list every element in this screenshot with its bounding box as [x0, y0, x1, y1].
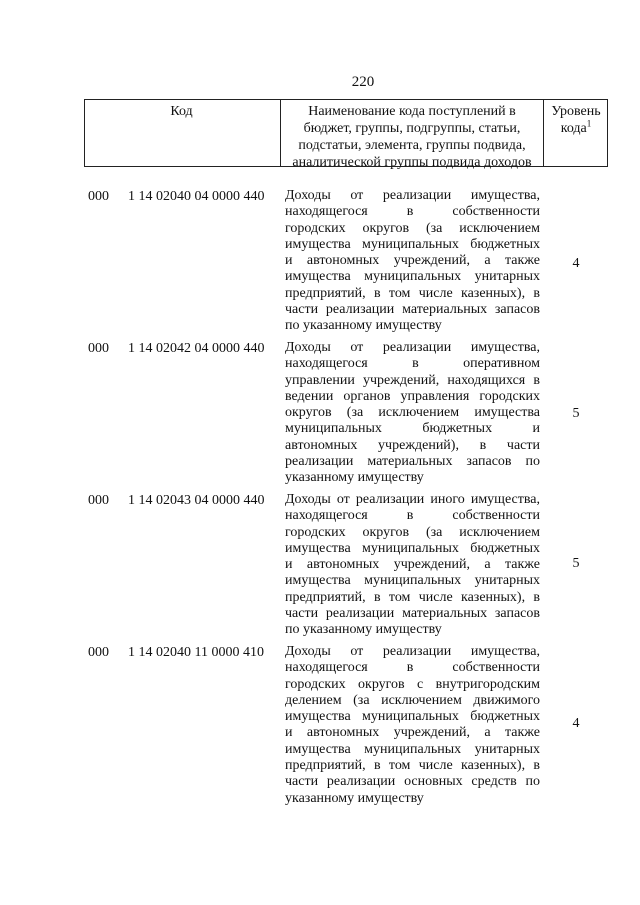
row-name-line: и автономных учреждений, а также	[285, 253, 540, 269]
header-level-line	[545, 120, 607, 137]
row-name-line: ведении органов управления городских	[285, 388, 540, 404]
row-prefix: 000	[88, 341, 109, 356]
row-name-line: реализации материальных запасов по	[285, 454, 540, 470]
row-name-line: имущества муниципальных унитарных	[285, 269, 540, 285]
row-name	[285, 188, 540, 335]
row-name-line: части реализации материальных запасов	[285, 606, 540, 622]
row-prefix: 000	[88, 189, 109, 204]
table-row	[0, 492, 640, 642]
row-name-line: делением (за исключением движимого	[285, 692, 540, 708]
row-level: 5	[572, 556, 580, 571]
header-level-line: Уровень	[551, 104, 601, 119]
header-divider-2	[543, 99, 544, 167]
header-code: Код	[170, 104, 193, 119]
row-name	[285, 340, 540, 487]
row-name-line: по указанному имуществу	[285, 622, 442, 638]
row-name-line: имущества муниципальных бюджетных	[285, 709, 540, 725]
row-prefix: 000	[88, 493, 109, 508]
row-name-line: имущества муниципальных бюджетных	[285, 540, 540, 556]
table-row	[0, 644, 640, 814]
row-code: 1 14 02040 11 0000 410	[128, 645, 264, 660]
row-name-line: автономных учреждений), в части	[285, 437, 540, 453]
row-name-line: Доходы от реализации имущества,	[285, 340, 540, 355]
row-name-line: городских округов с внутригородским	[285, 676, 540, 692]
row-level: 5	[572, 406, 580, 421]
row-name-line: находящегося в оперативном	[285, 356, 540, 372]
header-level-word: кода	[560, 121, 587, 136]
row-name-line: муниципальных бюджетных и	[285, 421, 540, 437]
row-code: 1 14 02042 04 0000 440	[128, 341, 265, 356]
row-name-line: и автономных учреждений, а также	[285, 725, 540, 741]
header-top-rule	[84, 99, 608, 100]
row-name-line: городских округов (за исключением	[285, 220, 540, 236]
row-name-line: Доходы от реализации имущества,	[285, 188, 540, 203]
page-number: 220	[351, 74, 375, 90]
table-row	[0, 188, 640, 338]
table-row	[0, 340, 640, 490]
header-right-border	[607, 99, 608, 167]
row-name-line: находящегося в собственности	[285, 508, 540, 524]
row-name	[285, 492, 540, 639]
row-name-line: имущества муниципальных унитарных	[285, 573, 540, 589]
row-name-line: находящегося в собственности	[285, 660, 540, 676]
header-name	[282, 103, 542, 171]
row-level: 4	[572, 716, 580, 731]
row-name-line: предприятий, в том числе казенных), в	[285, 758, 540, 774]
row-level: 4	[572, 256, 580, 271]
header-name-line: бюджет, группы, подгруппы, статьи,	[303, 121, 521, 136]
row-name-line: имущества муниципальных бюджетных	[285, 236, 540, 252]
row-name-line: предприятий, в том числе казенных), в	[285, 285, 540, 301]
header-level-footnote: 1	[586, 118, 592, 129]
row-name-line: округов (за исключением имущества	[285, 405, 540, 421]
row-name-line: предприятий, в том числе казенных), в	[285, 589, 540, 605]
header-level	[545, 103, 607, 137]
row-name-line: части реализации материальных запасов	[285, 302, 540, 318]
row-code: 1 14 02043 04 0000 440	[128, 493, 265, 508]
row-name-line: Доходы от реализации имущества,	[285, 644, 540, 659]
row-prefix: 000	[88, 645, 109, 660]
header-name-line: подстатьи, элемента, группы подвида,	[298, 138, 526, 153]
row-name-line: городских округов (за исключением	[285, 524, 540, 540]
row-code: 1 14 02040 04 0000 440	[128, 189, 265, 204]
row-name-line: и автономных учреждений, а также	[285, 557, 540, 573]
row-name-line: находящегося в собственности	[285, 204, 540, 220]
row-name-line: управлении учреждений, находящихся в	[285, 372, 540, 388]
header-name-line: Наименование кода поступлений в	[308, 104, 516, 119]
row-name-line: указанному имуществу	[285, 790, 424, 806]
row-name-line: имущества муниципальных унитарных	[285, 741, 540, 757]
header-name-line: аналитической группы подвида доходов	[292, 155, 532, 170]
row-name	[285, 644, 540, 807]
row-name-line: указанному имуществу	[285, 470, 424, 486]
header-divider-1	[280, 99, 281, 167]
row-name-line: части реализации основных средств по	[285, 774, 540, 790]
row-name-line: по указанному имуществу	[285, 318, 442, 334]
row-name-line: Доходы от реализации иного имущества,	[285, 492, 540, 507]
